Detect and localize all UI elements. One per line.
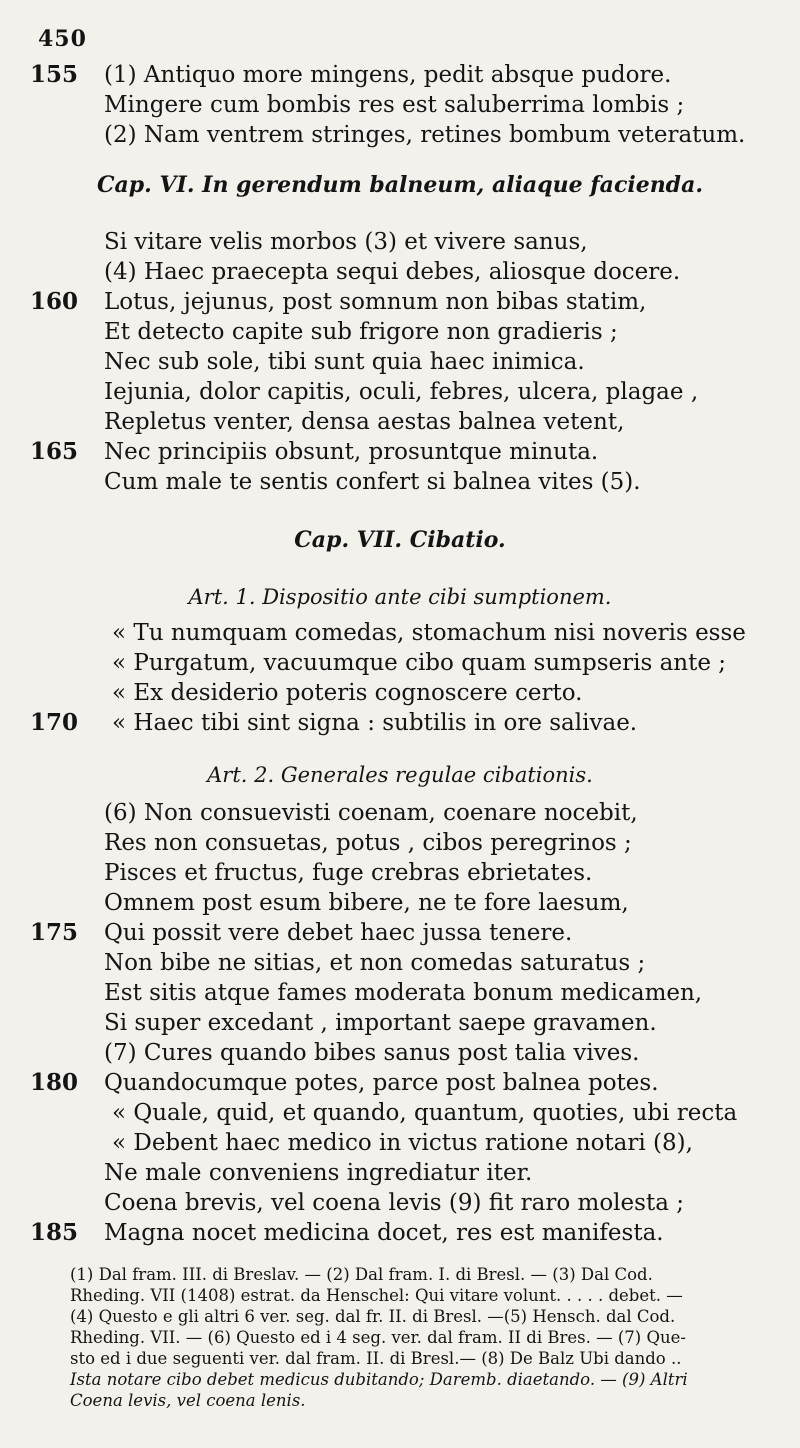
verse-text-line: Si vitare velis morbos (3) et vivere sanus,	[104, 229, 588, 255]
section-heading: Cap. VI. In gerendum balneum, aliaque facienda.	[97, 172, 703, 198]
footnote-line: (4) Questo e gli altri 6 ver. seg. dal fr. II. di Bresl. —(5) Hensch. dal Cod.	[70, 1307, 676, 1326]
line-number: 155	[30, 61, 79, 88]
verse-line	[0, 375, 800, 409]
verse-line	[0, 1036, 800, 1070]
verse-text-line: (7) Cures quando bibes sanus post talia vives.	[104, 1040, 640, 1066]
verse-text-line: Omnem post esum bibere, ne te fore laesum,	[104, 890, 629, 916]
verse-line	[0, 225, 800, 259]
footnote-line: Rheding. VII (1408) estrat. da Henschel: Qui vitare volunt. . . . . debet. —	[70, 1286, 683, 1305]
verse-text-line: Cum male te sentis confert si balnea vites (5).	[104, 469, 641, 495]
verse-text-line: Nec principiis obsunt, prosuntque minuta.	[104, 439, 599, 465]
verse-line	[0, 405, 800, 439]
verse-line	[0, 796, 800, 830]
verse-line	[0, 435, 800, 469]
line-number: 175	[30, 919, 79, 946]
verse-line	[0, 886, 800, 920]
verse-text-line: Res non consuetas, potus , cibos peregrinos ;	[104, 830, 632, 856]
footnote-line: Coena levis, vel coena lenis.	[70, 1391, 306, 1410]
verse-text-line: « Ex desiderio poteris cognoscere certo.	[112, 680, 583, 706]
verse-text-line: « Quale, quid, et quando, quantum, quoties, ubi recta	[112, 1100, 738, 1126]
verse-line	[0, 1006, 800, 1040]
verse-text-line: Pisces et fructus, fuge crebras ebrietates.	[104, 860, 593, 886]
verse-line	[0, 58, 800, 92]
verse-line	[0, 676, 800, 710]
verse-text-line: Quandocumque potes, parce post balnea potes.	[104, 1070, 659, 1096]
footnote-line: (1) Dal fram. III. di Breslav. — (2) Dal fram. I. di Bresl. — (3) Dal Cod.	[70, 1265, 653, 1284]
verse-text-line: Si super excedant , important saepe gravamen.	[104, 1010, 657, 1036]
verse-text-line: Qui possit vere debet haec jussa tenere.	[104, 920, 573, 946]
verse-line	[0, 1156, 800, 1190]
verse-line	[0, 616, 800, 650]
verse-text-line: Nec sub sole, tibi sunt quia haec inimica.	[104, 349, 585, 375]
verse-line	[0, 1216, 800, 1250]
verse-text-line: Ne male conveniens ingrediatur iter.	[104, 1160, 533, 1186]
section-heading: Cap. VII. Cibatio.	[294, 527, 506, 553]
footnote-line: sto ed i due seguenti ver. dal fram. II. di Bresl.— (8) De Balz Ubi dando ..	[70, 1349, 682, 1368]
verse-text-line: Coena brevis, vel coena levis (9) fit raro molesta ;	[104, 1190, 684, 1216]
verse-line	[0, 1066, 800, 1100]
verse-text-line: (4) Haec praecepta sequi debes, aliosque docere.	[104, 259, 681, 285]
line-number: 185	[30, 1219, 79, 1246]
verse-line	[0, 1126, 800, 1160]
verse-line	[0, 345, 800, 379]
line-number: 180	[30, 1069, 79, 1096]
verse-line	[0, 255, 800, 289]
verse-text-line: Magna nocet medicina docet, res est manifesta.	[104, 1220, 664, 1246]
verse-line	[0, 88, 800, 122]
verse-line	[0, 706, 800, 740]
verse-text-line: (1) Antiquo more mingens, pedit absque pudore.	[104, 62, 672, 88]
verse-line	[0, 118, 800, 152]
page-number: 450	[38, 26, 87, 52]
footnote-line: Ista notare cibo debet medicus dubitando; Daremb. diaetando. — (9) Altri	[70, 1370, 688, 1389]
section-heading: Art. 2. Generales regulae cibationis.	[207, 763, 593, 787]
verse-text-line: (2) Nam ventrem stringes, retines bombum veteratum.	[104, 122, 746, 148]
verse-line	[0, 1096, 800, 1130]
verse-line	[0, 976, 800, 1010]
verse-text-line: Repletus venter, densa aestas balnea vetent,	[104, 409, 625, 435]
verse-text-line: Lotus, jejunus, post somnum non bibas statim,	[104, 289, 647, 315]
verse-text-line: Et detecto capite sub frigore non gradieris ;	[104, 319, 618, 345]
verse-line	[0, 315, 800, 349]
verse-text-line: « Debent haec medico in victus ratione notari (8),	[112, 1130, 693, 1156]
verse-text-line: « Tu numquam comedas, stomachum nisi noveris esse	[112, 620, 746, 646]
verse-text-line: « Purgatum, vacuumque cibo quam sumpseris ante ;	[112, 650, 727, 676]
footnote-line: Rheding. VII. — (6) Questo ed i 4 seg. ver. dal fram. II di Bres. — (7) Que-	[70, 1328, 686, 1347]
verse-line	[0, 946, 800, 980]
verse-text-line: (6) Non consuevisti coenam, coenare nocebit,	[104, 800, 638, 826]
verse-text-line: Mingere cum bombis res est saluberrima lombis ;	[104, 92, 685, 118]
verse-line	[0, 285, 800, 319]
line-number: 165	[30, 438, 79, 465]
verse-line	[0, 646, 800, 680]
verse-line	[0, 1186, 800, 1220]
verse-text-line: Iejunia, dolor capitis, oculi, febres, ulcera, plagae ,	[104, 379, 699, 405]
verse-line	[0, 826, 800, 860]
verse-text-line: Est sitis atque fames moderata bonum medicamen,	[104, 980, 703, 1006]
verse-line	[0, 856, 800, 890]
section-heading: Art. 1. Dispositio ante cibi sumptionem.	[188, 585, 612, 609]
line-number: 170	[30, 709, 79, 736]
verse-text-line: Non bibe ne sitias, et non comedas saturatus ;	[104, 950, 646, 976]
verse-line	[0, 465, 800, 499]
verse-line	[0, 916, 800, 950]
line-number: 160	[30, 288, 79, 315]
verse-text-line: « Haec tibi sint signa : subtilis in ore salivae.	[112, 710, 638, 736]
